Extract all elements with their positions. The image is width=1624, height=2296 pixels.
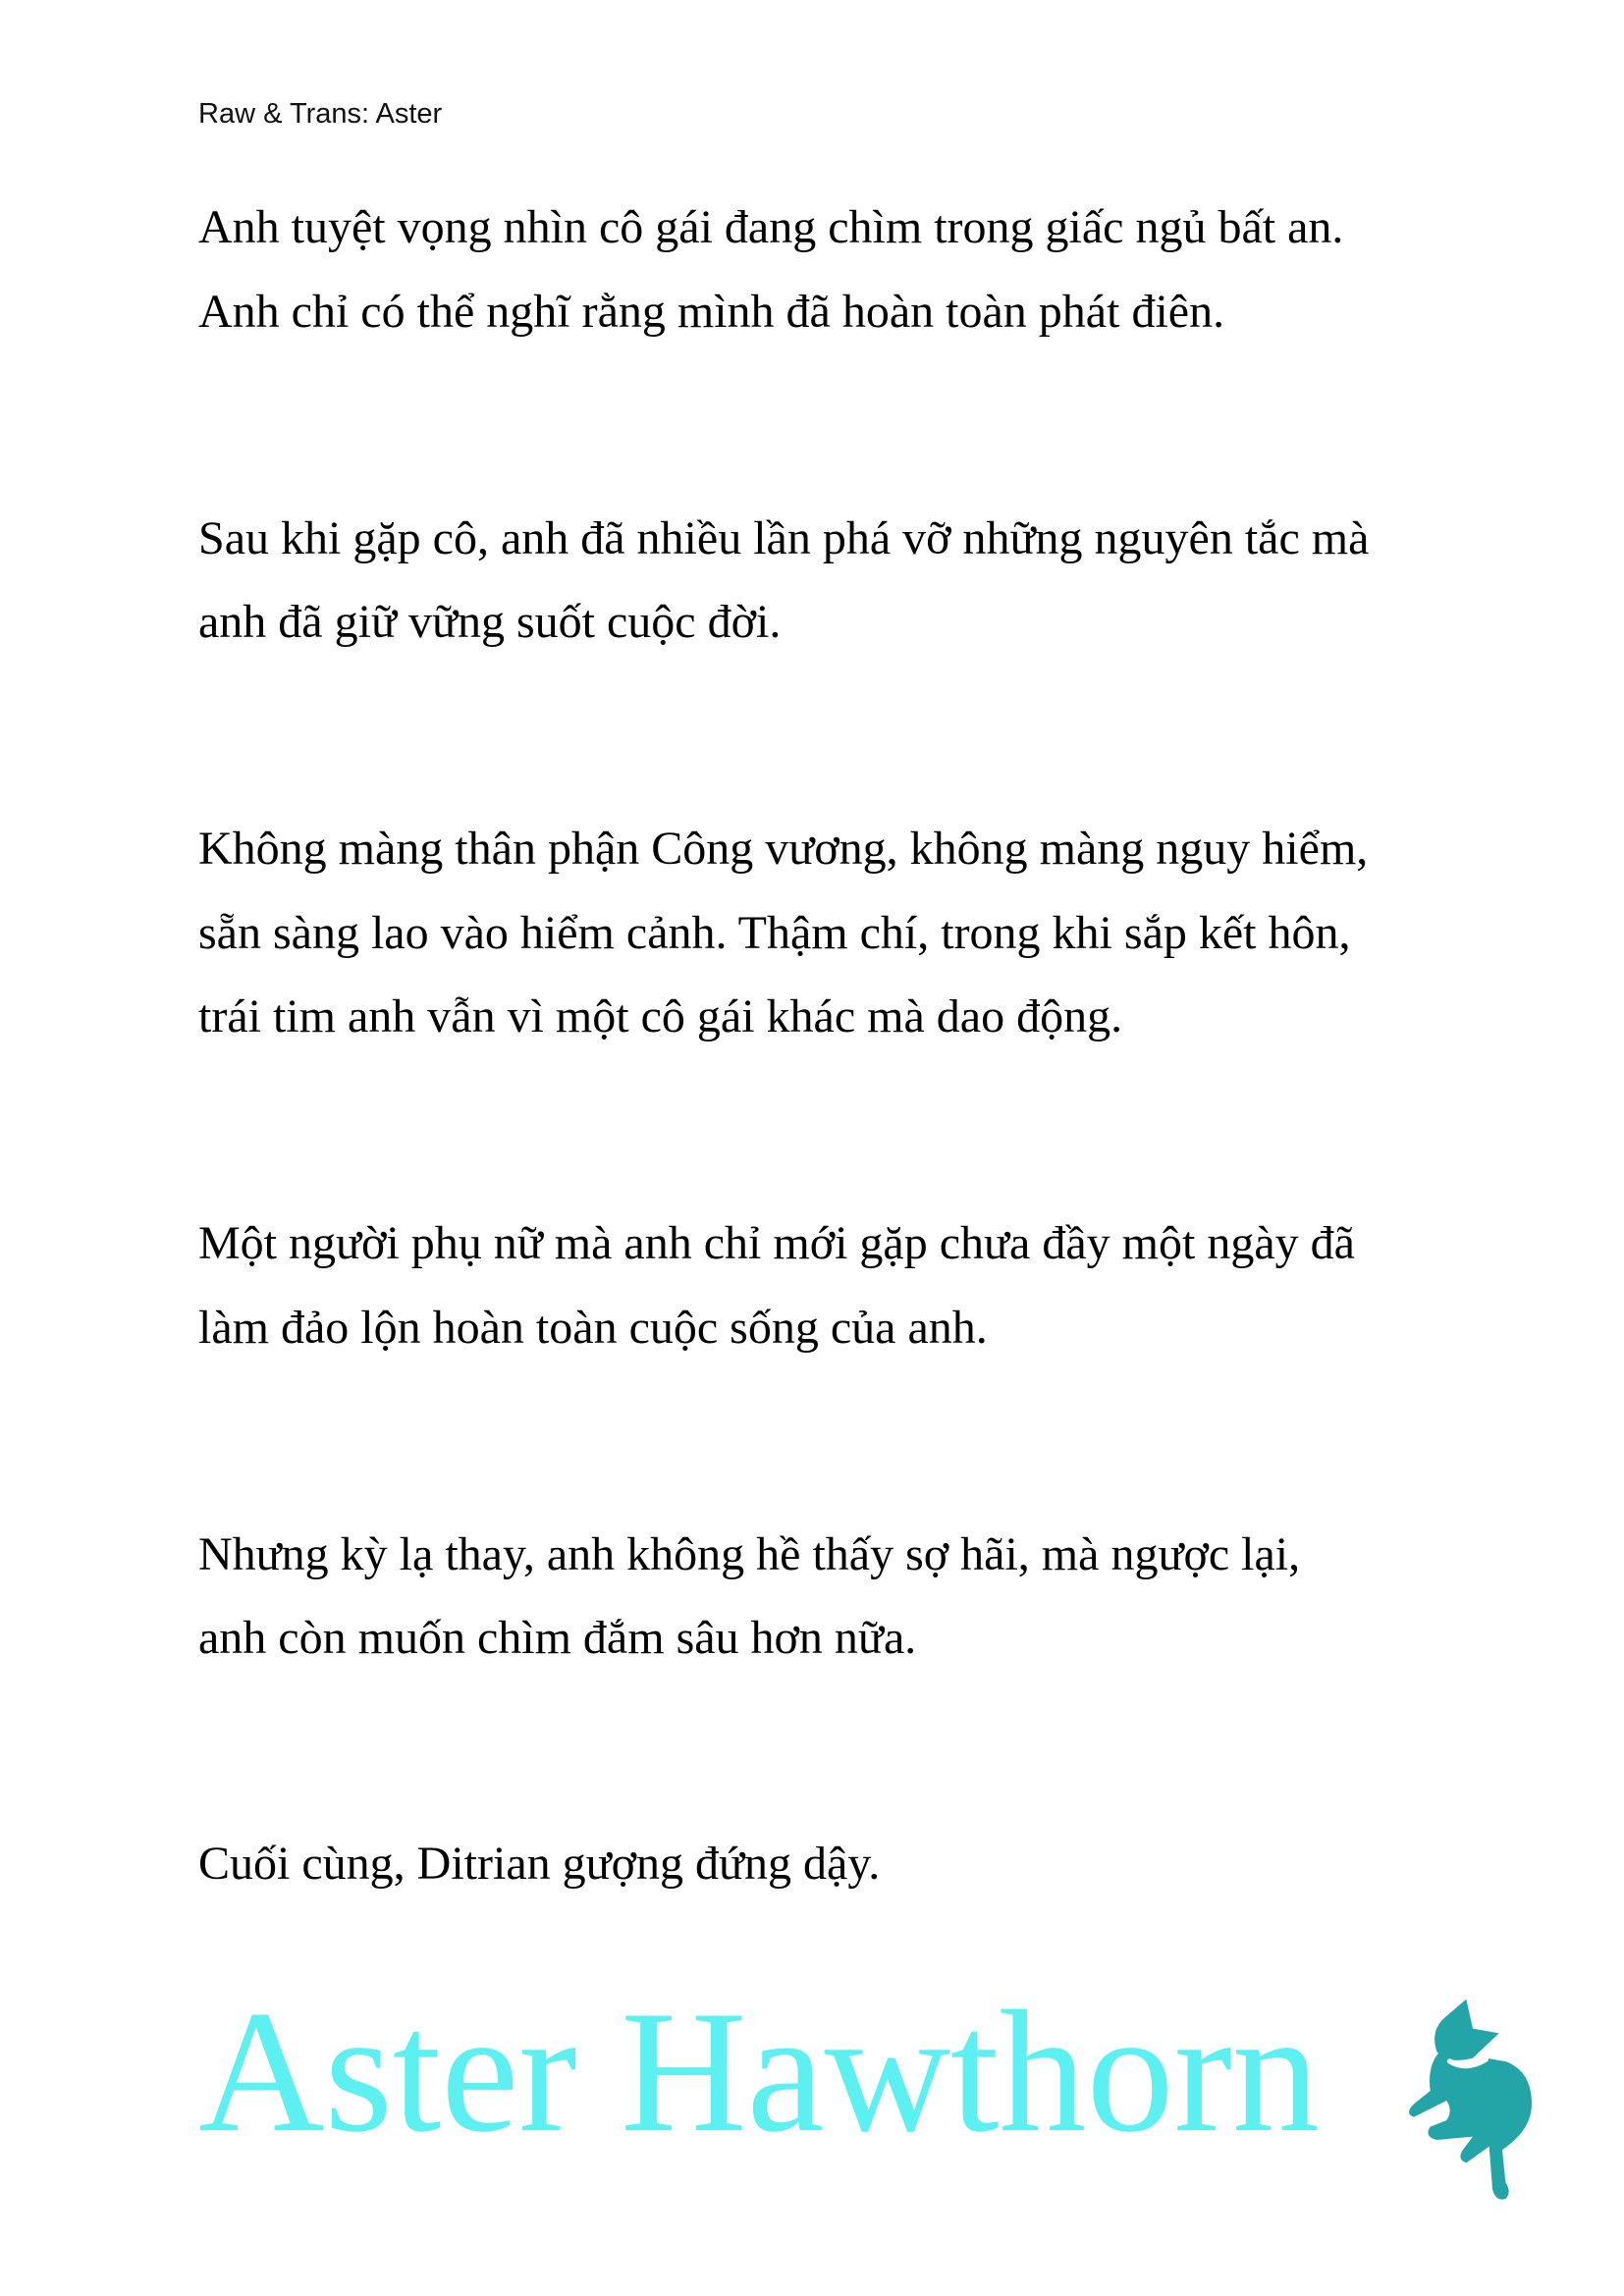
text-line: Một người phụ nữ mà anh chỉ mới gặp chưa đầy một ngày đã [198, 1217, 1355, 1269]
text-line: Nhưng kỳ lạ thay, anh không hề thấy sợ hãi, mà ngược lại, [198, 1528, 1301, 1580]
text-line: Anh chỉ có thể nghĩ rằng mình đã hoàn toàn phát điên. [198, 286, 1225, 338]
text-line: Anh tuyệt vọng nhìn cô gái đang chìm trong giấc ngủ bất an. [198, 201, 1344, 253]
text-line: trái tim anh vẫn vì một cô gái khác mà dao động. [198, 990, 1123, 1042]
text-line: Sau khi gặp cô, anh đã nhiều lần phá vỡ những nguyên tắc mà [198, 512, 1370, 564]
watermark-text: Aster Hawthorn [198, 1974, 1320, 2168]
text-line: làm đảo lộn hoàn toàn cuộc sống của anh. [198, 1302, 988, 1354]
text-line: Không màng thân phận Công vương, không màng nguy hiểm, [198, 823, 1369, 875]
cat-logo-icon [1375, 1953, 1571, 2248]
text-line: anh còn muốn chìm đắm sâu hơn nữa. [198, 1612, 917, 1664]
translator-credit: Raw & Trans: Aster [198, 98, 443, 130]
text-line: anh đã giữ vững suốt cuộc đời. [198, 596, 782, 648]
text-line: Cuối cùng, Ditrian gượng đứng dậy. [198, 1838, 881, 1890]
text-line: sẵn sàng lao vào hiểm cảnh. Thậm chí, trong khi sắp kết hôn, [198, 907, 1351, 959]
